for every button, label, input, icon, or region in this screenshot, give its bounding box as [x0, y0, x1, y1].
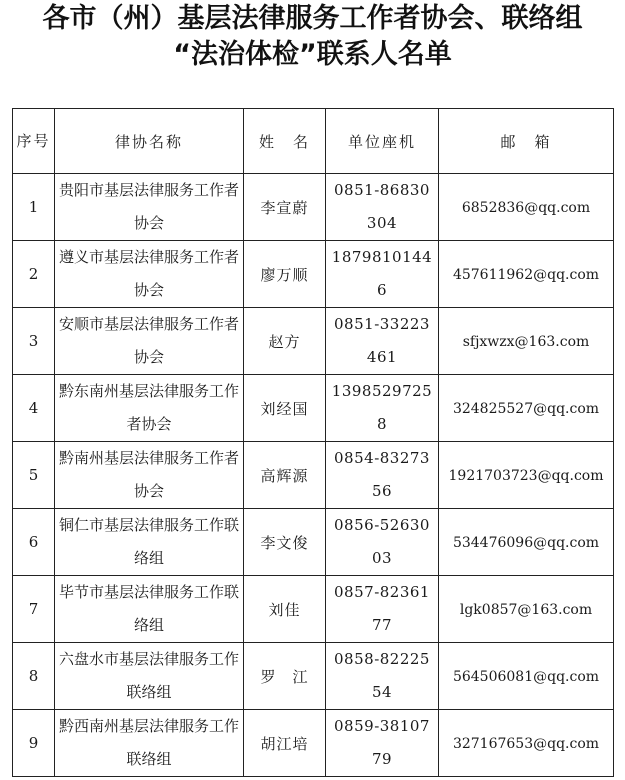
row-index: 7: [28, 600, 39, 618]
row-email-cell: [439, 375, 614, 442]
document-title-line-2: “法治体检”联系人名单: [173, 39, 452, 70]
table-row: [13, 241, 614, 308]
row-phone-cell: [326, 576, 439, 643]
row-phone-cell: [326, 442, 439, 509]
row-email: 324825527@qq.com: [452, 401, 600, 417]
row-contact-name-cell: [244, 509, 326, 576]
row-index: 1: [28, 198, 39, 216]
row-email-cell: [439, 509, 614, 576]
row-phone-cell: [326, 375, 439, 442]
row-association: 毕节市基层法律服务工作联络组: [58, 583, 239, 634]
row-contact-name: 廖万顺: [260, 265, 309, 284]
row-phone: 0851-33223461: [334, 315, 430, 366]
row-index: 9: [28, 734, 39, 752]
row-association: 黔南州基层法律服务工作者协会: [58, 449, 239, 500]
header-association: 律协名称: [55, 109, 244, 174]
row-email-cell: [439, 710, 614, 777]
table-header-row: [13, 109, 614, 174]
header-phone: 单位座机: [326, 109, 439, 174]
row-association-cell: [55, 174, 244, 241]
contact-table: [12, 108, 614, 777]
row-index-cell: [13, 442, 55, 509]
table-body: [13, 174, 614, 777]
row-contact-name-cell: [244, 375, 326, 442]
row-phone: 0858-8222554: [334, 650, 430, 701]
row-contact-name: 刘经国: [260, 399, 309, 418]
row-email: 534476096@qq.com: [452, 535, 600, 551]
row-contact-name: 刘佳: [268, 600, 301, 619]
row-phone: 0857-8236177: [334, 583, 430, 634]
row-email-cell: [439, 576, 614, 643]
row-association-cell: [55, 643, 244, 710]
row-phone: 0854-8327356: [334, 449, 430, 500]
row-association-cell: [55, 509, 244, 576]
row-association: 安顺市基层法律服务工作者协会: [58, 315, 239, 366]
row-association-cell: [55, 241, 244, 308]
row-contact-name-cell: [244, 174, 326, 241]
row-phone: 0851-86830304: [334, 181, 430, 232]
row-phone: 18798101446: [331, 248, 433, 299]
row-index-cell: [13, 308, 55, 375]
row-association: 黔东南州基层法律服务工作者协会: [58, 382, 239, 433]
table-row: [13, 576, 614, 643]
row-phone-cell: [326, 241, 439, 308]
row-contact-name: 高辉源: [260, 466, 309, 485]
row-index: 6: [28, 533, 39, 551]
header-index-label: 序号: [16, 132, 51, 150]
row-index-cell: [13, 576, 55, 643]
row-phone-cell: [326, 710, 439, 777]
document-title-line-1: 各市（州）基层法律服务工作者协会、联络组: [42, 3, 583, 34]
row-phone: 13985297258: [331, 382, 433, 433]
row-email-cell: [439, 442, 614, 509]
row-phone: 0859-3810779: [334, 717, 430, 768]
row-association: 六盘水市基层法律服务工作联络组: [58, 650, 239, 701]
row-email-cell: [439, 308, 614, 375]
table-row: [13, 375, 614, 442]
table-row: [13, 509, 614, 576]
row-contact-name-cell: [244, 308, 326, 375]
row-index: 8: [28, 667, 39, 685]
header-name: 姓 名: [244, 109, 326, 174]
row-association-cell: [55, 442, 244, 509]
row-association-cell: [55, 375, 244, 442]
row-index-cell: [13, 375, 55, 442]
table-row: [13, 442, 614, 509]
row-index-cell: [13, 241, 55, 308]
row-phone-cell: [326, 509, 439, 576]
row-index-cell: [13, 509, 55, 576]
table-row: [13, 174, 614, 241]
row-contact-name-cell: [244, 643, 326, 710]
row-email: 327167653@qq.com: [452, 736, 600, 752]
row-contact-name: 罗 江: [260, 667, 309, 686]
row-email: 564506081@qq.com: [452, 669, 600, 685]
row-email: 457611962@qq.com: [452, 267, 600, 283]
row-index-cell: [13, 174, 55, 241]
table-row: [13, 710, 614, 777]
row-phone: 0856-5263003: [334, 516, 430, 567]
row-index: 3: [28, 332, 39, 350]
row-contact-name-cell: [244, 576, 326, 643]
row-index-cell: [13, 643, 55, 710]
row-contact-name: 赵方: [268, 332, 301, 351]
row-contact-name: 李文俊: [260, 533, 309, 552]
row-association-cell: [55, 576, 244, 643]
row-phone-cell: [326, 174, 439, 241]
row-index: 4: [28, 399, 39, 417]
row-phone-cell: [326, 643, 439, 710]
row-email-cell: [439, 241, 614, 308]
row-email: 6852836@qq.com: [461, 200, 591, 216]
table-row: [13, 643, 614, 710]
row-association-cell: [55, 710, 244, 777]
row-index-cell: [13, 710, 55, 777]
header-index: [13, 109, 55, 174]
row-association: 贵阳市基层法律服务工作者协会: [58, 181, 239, 232]
row-association-cell: [55, 308, 244, 375]
row-association: 黔西南州基层法律服务工作联络组: [58, 717, 239, 768]
row-phone-cell: [326, 308, 439, 375]
row-contact-name: 胡江培: [260, 734, 309, 753]
header-email: 邮 箱: [439, 109, 614, 174]
row-association: 铜仁市基层法律服务工作联络组: [58, 516, 239, 567]
row-email: 1921703723@qq.com: [448, 468, 604, 484]
row-association: 遵义市基层法律服务工作者协会: [58, 248, 239, 299]
row-email: lgk0857@163.com: [459, 602, 593, 618]
row-contact-name-cell: [244, 710, 326, 777]
row-contact-name-cell: [244, 442, 326, 509]
row-email: sfjxwzx@163.com: [462, 334, 590, 350]
row-index: 5: [28, 466, 39, 484]
table-row: [13, 308, 614, 375]
row-email-cell: [439, 174, 614, 241]
row-index: 2: [28, 265, 39, 283]
row-contact-name: 李宣蔚: [260, 198, 309, 217]
row-email-cell: [439, 643, 614, 710]
row-contact-name-cell: [244, 241, 326, 308]
